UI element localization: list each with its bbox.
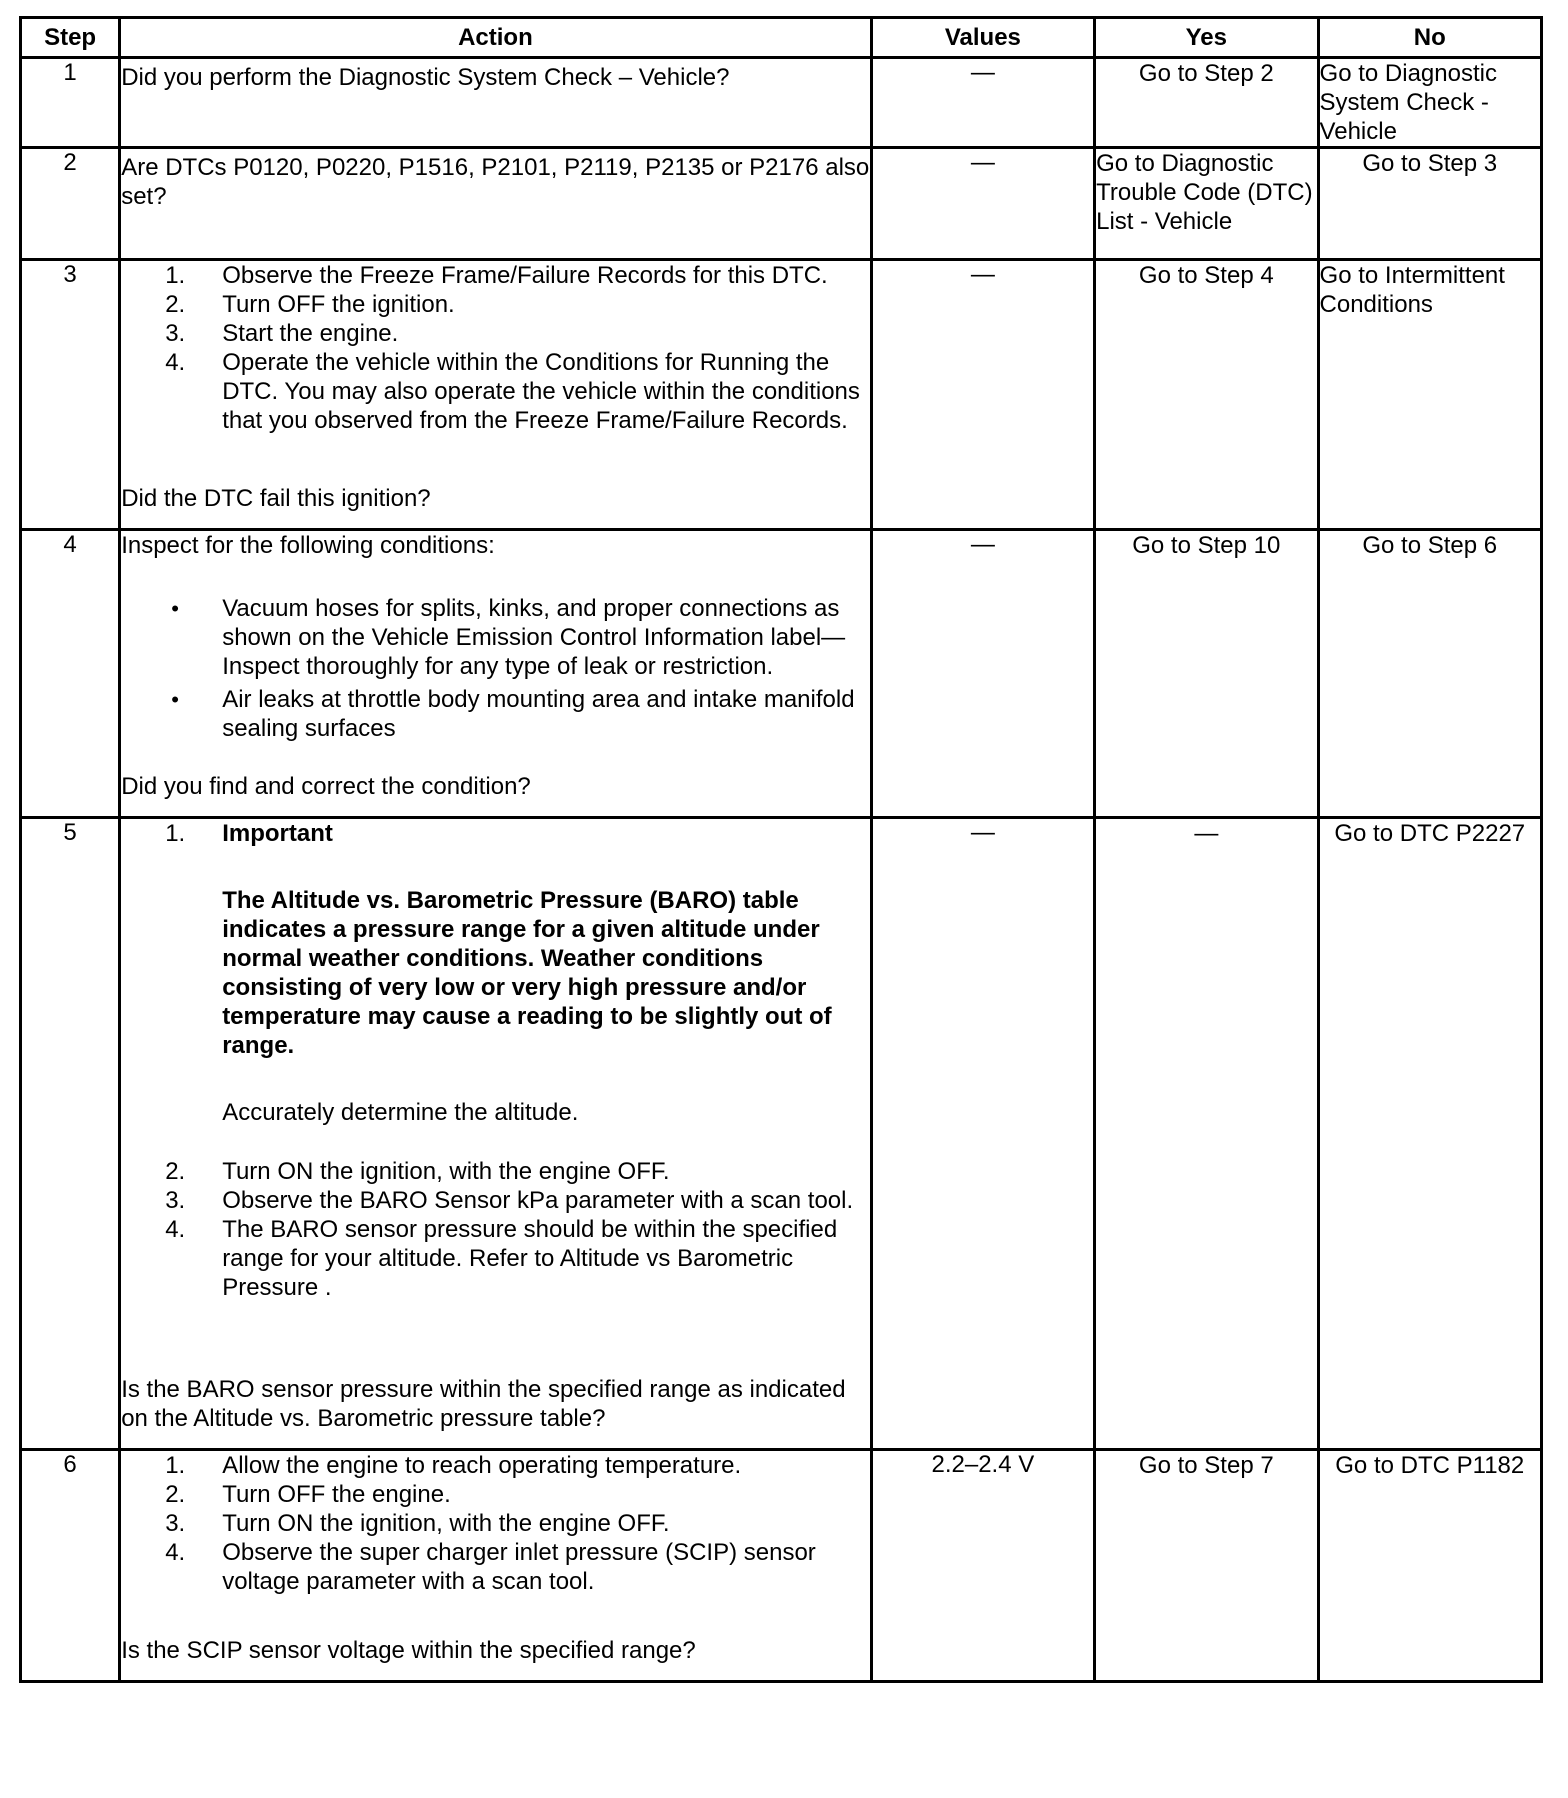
action-intro: Inspect for the following conditions: bbox=[121, 532, 495, 559]
step-text: Accurately determine the altitude. bbox=[222, 1099, 579, 1126]
list-item: 2. Turn OFF the ignition. bbox=[165, 291, 455, 318]
header-step: Step bbox=[21, 18, 120, 58]
step-number: 4 bbox=[21, 530, 120, 818]
action-cell bbox=[120, 260, 871, 530]
yes-cell: Go to Step 4 bbox=[1095, 260, 1318, 530]
action-question: Did you perform the Diagnostic System Check – Vehicle? bbox=[121, 64, 730, 91]
values-cell: — bbox=[871, 818, 1094, 1450]
action-steps-list bbox=[121, 1451, 869, 1596]
action-cell bbox=[120, 1450, 871, 1682]
table-row bbox=[21, 260, 1542, 530]
values-cell: — bbox=[871, 148, 1094, 260]
action-cell bbox=[120, 148, 871, 260]
action-cell bbox=[120, 58, 871, 148]
list-item: 3. Observe the BARO Sensor kPa parameter with a scan tool. bbox=[165, 1187, 854, 1214]
no-cell: Go to Step 6 bbox=[1318, 530, 1541, 818]
list-item: 1. Observe the Freeze Frame/Failure Records for this DTC. bbox=[165, 262, 828, 289]
table-header-row bbox=[21, 18, 1542, 58]
header-yes: Yes bbox=[1095, 18, 1318, 58]
conditions-list bbox=[121, 594, 869, 743]
action-steps-list bbox=[121, 261, 869, 435]
header-no: No bbox=[1318, 18, 1541, 58]
yes-cell: Go to Step 2 bbox=[1095, 58, 1318, 148]
no-cell: Go to DTC P2227 bbox=[1318, 818, 1541, 1450]
list-item: 4. Observe the super charger inlet pressure (SCIP) sensor voltage parameter with a scan tool. bbox=[165, 1539, 816, 1595]
yes-cell: Go to Step 7 bbox=[1095, 1450, 1318, 1682]
action-steps-list bbox=[121, 1157, 869, 1302]
header-action: Action bbox=[120, 18, 871, 58]
no-cell: Go to DTC P1182 bbox=[1318, 1450, 1541, 1682]
action-question: Is the BARO sensor pressure within the specified range as indicated on the Altitude vs. Barometric pressure table? bbox=[121, 1376, 846, 1432]
action-question: Is the SCIP sensor voltage within the specified range? bbox=[121, 1637, 696, 1664]
values-cell: 2.2–2.4 V bbox=[871, 1450, 1094, 1682]
values-cell: — bbox=[871, 260, 1094, 530]
list-item: 2. Turn OFF the engine. bbox=[165, 1481, 451, 1508]
action-question: Did you find and correct the condition? bbox=[121, 773, 531, 800]
table-row bbox=[21, 818, 1542, 1450]
step-number: 6 bbox=[21, 1450, 120, 1682]
yes-cell: — bbox=[1095, 818, 1318, 1450]
values-cell: — bbox=[871, 530, 1094, 818]
no-cell: Go to Intermittent Conditions bbox=[1318, 260, 1541, 530]
no-cell: Go to Step 3 bbox=[1318, 148, 1541, 260]
list-item: 2. Turn ON the ignition, with the engine OFF. bbox=[165, 1158, 670, 1185]
action-question: Did the DTC fail this ignition? bbox=[121, 485, 431, 512]
step-number: 1 bbox=[21, 58, 120, 148]
action-cell bbox=[120, 530, 871, 818]
list-item: • Air leaks at throttle body mounting area and intake manifold sealing surfaces bbox=[171, 686, 855, 742]
step-number: 3 bbox=[21, 260, 120, 530]
list-item: 4. The BARO sensor pressure should be within the specified range for your altitude. Refer to Altitude vs Barometric Pressure . bbox=[165, 1216, 838, 1301]
important-note: The Altitude vs. Barometric Pressure (BARO) table indicates a pressure range for a given altitude under normal weather conditions. Weather conditions consisting of very low or very high pressure and/or temperature may cause a reading to be slightly out of range. bbox=[222, 887, 832, 1059]
list-item: 1. Important The Altitude vs. Barometric Pressure (BARO) table indicates a pressure range for a given altitude under normal weather conditions. Weather conditions consisting of very low or very high pressure and/or temperature may cause a reading to be slightly out of range. Accurately determine the altitude. bbox=[121, 819, 869, 1127]
list-item: 4. Operate the vehicle within the Conditions for Running the DTC. You may also operate the vehicle within the conditions that you observed from the Freeze Frame/Failure Records. bbox=[165, 349, 860, 434]
no-cell: Go to Diagnostic System Check - Vehicle bbox=[1318, 58, 1541, 148]
yes-cell: Go to Diagnostic Trouble Code (DTC) List - Vehicle bbox=[1095, 148, 1318, 260]
values-cell: — bbox=[871, 58, 1094, 148]
table-row bbox=[21, 58, 1542, 148]
list-item: 3. Start the engine. bbox=[165, 320, 399, 347]
diagnostic-table bbox=[19, 16, 1543, 1683]
action-question: Are DTCs P0120, P0220, P1516, P2101, P2119, P2135 or P2176 also set? bbox=[121, 154, 870, 210]
header-values: Values bbox=[871, 18, 1094, 58]
table-row bbox=[21, 1450, 1542, 1682]
step-number: 5 bbox=[21, 818, 120, 1450]
action-cell bbox=[120, 818, 871, 1450]
list-item: 3. Turn ON the ignition, with the engine OFF. bbox=[165, 1510, 670, 1537]
yes-cell: Go to Step 10 bbox=[1095, 530, 1318, 818]
list-item: 1. Allow the engine to reach operating temperature. bbox=[165, 1452, 742, 1479]
step-number: 2 bbox=[21, 148, 120, 260]
table-row bbox=[21, 148, 1542, 260]
table-row bbox=[21, 530, 1542, 818]
list-item: • Vacuum hoses for splits, kinks, and proper connections as shown on the Vehicle Emission Control Information label—Inspect thoroughly for any type of leak or restriction. bbox=[171, 595, 846, 680]
important-label: Important bbox=[222, 820, 333, 847]
